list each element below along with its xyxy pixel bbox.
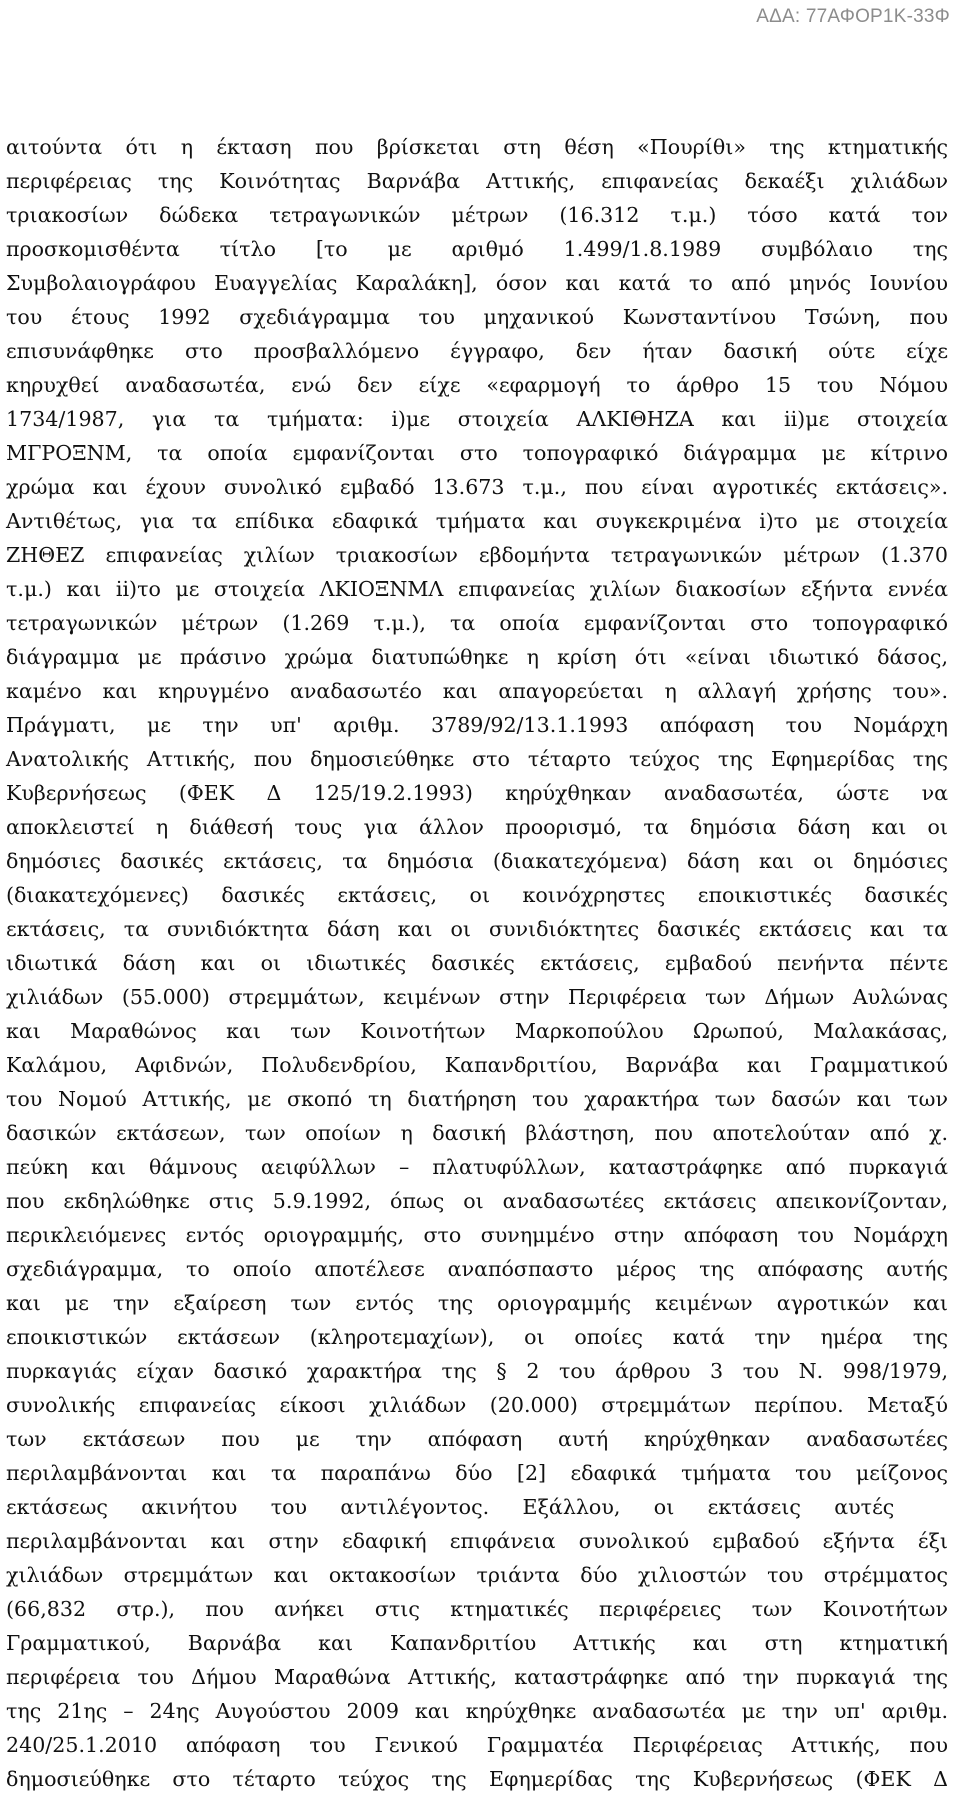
body-text-line: καμένο και κηρυγμένο αναδασωτέο και απαγορεύεται η αλλαγή χρήσης του». (6, 679, 948, 703)
body-text-line: περιφέρεια του Δήμου Μαραθώνα Αττικής, καταστράφηκε από την πυρκαγιά της (6, 1665, 948, 1689)
body-text-line: πυρκαγιάς είχαν δασικό χαρακτήρα της § 2 του άρθρου 3 του Ν. 998/1979, (6, 1359, 948, 1383)
body-text-line: σχεδιάγραμμα, το οποίο αποτέλεσε αναπόσπαστο μέρος της απόφασης αυτής (6, 1257, 948, 1281)
body-text-line: εκτάσεως ακινήτου του αντιλέγοντος. Εξάλλου, οι εκτάσεις αυτές (6, 1495, 895, 1519)
body-text-line: περικλειόμενες εντός οριογραμμής, στο συνημμένο στην απόφαση του Νομάρχη (6, 1223, 948, 1247)
body-text-line: ΜΓΡΟΞΝΜ, τα οποία εμφανίζονται στο τοπογραφικό διάγραμμα με κίτρινο (6, 441, 948, 465)
body-text-line: και με την εξαίρεση των εντός της οριογραμμής κειμένων αγροτικών και (6, 1291, 948, 1315)
body-text-line: δημόσιες δασικές εκτάσεις, τα δημόσια (διακατεχόμενα) δάση και οι δημόσιες (6, 849, 948, 873)
body-text-line: των εκτάσεων που με την απόφαση αυτή κηρύχθηκαν αναδασωτέες (6, 1427, 948, 1451)
body-text-line: συνολικής επιφανείας είκοσι χιλιάδων (20.000) στρεμμάτων περίπου. Μεταξύ (6, 1393, 948, 1417)
body-text-line: Ανατολικής Αττικής, που δημοσιεύθηκε στο τέταρτο τεύχος της Εφημερίδας της (6, 747, 948, 771)
body-text-line: Καλάμου, Αφιδνών, Πολυδενδρίου, Καπανδριτίου, Βαρνάβα και Γραμματικού (6, 1053, 948, 1077)
body-text-line: χιλιάδων (55.000) στρεμμάτων, κειμένων στην Περιφέρεια των Δήμων Αυλώνας (6, 985, 948, 1009)
body-text-line: Κυβερνήσεως (ΦΕΚ Δ 125/19.2.1993) κηρύχθηκαν αναδασωτέα, ώστε να (6, 781, 948, 805)
body-text-line: διάγραμμα με πράσινο χρώμα διατυπώθηκε η κρίση ότι «είναι ιδιωτικό δάσος, (6, 645, 948, 669)
body-text-line: τ.μ.) και ii)το με στοιχεία ΛΚΙΟΞΝΜΛ επιφανείας χιλίων διακοσίων εξήντα εννέα (6, 577, 948, 601)
body-text-line: Γραμματικού, Βαρνάβα και Καπανδριτίου Αττικής και στη κτηματική (6, 1631, 948, 1655)
body-text-line: ιδιωτικά δάση και οι ιδιωτικές δασικές εκτάσεις, εμβαδού πενήντα πέντε (6, 951, 948, 975)
body-text-line: εκτάσεις, τα συνιδιόκτητα δάση και οι συνιδιόκτητες δασικές εκτάσεις και τα (6, 917, 948, 941)
body-text-line: πεύκη και θάμνους αειφύλλων – πλατυφύλλων, καταστράφηκε από πυρκαγιά (6, 1155, 948, 1179)
body-text-line: ΖΗΘΕΖ επιφανείας χιλίων τριακοσίων εβδομήντα τετραγωνικών μέτρων (1.370 (6, 543, 948, 567)
body-text-line: κηρυχθεί αναδασωτέα, ενώ δεν είχε «εφαρμογή το άρθρο 15 του Νόμου (6, 373, 948, 397)
body-text-line: (διακατεχόμενες) δασικές εκτάσεις, οι κοινόχρηστες εποικιστικές δασικές (6, 883, 948, 907)
body-text-line: (66,832 στρ.), που ανήκει στις κτηματικές περιφέρειες των Κοινοτήτων (6, 1597, 948, 1621)
body-text-line: που εκδηλώθηκε στις 5.9.1992, όπως οι αναδασωτέες εκτάσεις απεικονίζονταν, (6, 1189, 948, 1213)
body-text-line: 240/25.1.2010 απόφαση του Γενικού Γραμματέα Περιφέρειας Αττικής, που (6, 1733, 948, 1757)
body-text-line: του έτους 1992 σχεδιάγραμμα του μηχανικού Κωνσταντίνου Τσώνη, που (6, 305, 948, 329)
body-text-line: του Νομού Αττικής, με σκοπό τη διατήρηση του χαρακτήρα των δασών και των (6, 1087, 948, 1111)
body-text-line: τριακοσίων δώδεκα τετραγωνικών μέτρων (16.312 τ.μ.) τόσο κατά τον (6, 203, 948, 227)
body-text-line: χιλιάδων στρεμμάτων και οκτακοσίων τριάντα δύο χιλιοστών του στρέμματος (6, 1563, 948, 1587)
body-text-line: περιλαμβάνονται και στην εδαφική επιφάνεια συνολικού εμβαδού εξήντα έξι (6, 1529, 948, 1553)
body-text-line: εποικιστικών εκτάσεων (κληροτεμαχίων), οι οποίες κατά την ημέρα της (6, 1325, 948, 1349)
body-text-line: χρώμα και έχουν συνολικό εμβαδό 13.673 τ.μ., που είναι αγροτικές εκτάσεις». (6, 475, 948, 499)
body-text-line: επισυνάφθηκε στο προσβαλλόμενο έγγραφο, δεν ήταν δασική ούτε είχε (6, 339, 948, 363)
body-text-line: δημοσιεύθηκε στο τέταρτο τεύχος της Εφημερίδας της Κυβερνήσεως (ΦΕΚ Δ (6, 1767, 948, 1791)
ada-code-header: ΑΔΑ: 77ΑΦΟΡ1Κ-33Φ (756, 6, 950, 27)
body-text-line: 1734/1987, για τα τμήματα: i)με στοιχεία ΑΛΚΙΘΗΖΑ και ii)με στοιχεία (6, 407, 948, 431)
body-text-line: αιτούντα ότι η έκταση που βρίσκεται στη θέση «Πουρίθι» της κτηματικής (6, 135, 948, 159)
body-text-line: και Μαραθώνος και των Κοινοτήτων Μαρκοπούλου Ωρωπού, Μαλακάσας, (6, 1019, 948, 1043)
body-text-line: αποκλειστεί η διάθεσή τους για άλλον προορισμό, τα δημόσια δάση και οι (6, 815, 948, 839)
body-text-line: της 21ης – 24ης Αυγούστου 2009 και κηρύχθηκε αναδασωτέα με την υπ' αριθμ. (6, 1699, 948, 1723)
body-text-line: δασικών εκτάσεων, των οποίων η δασική βλάστηση, που αποτελούταν από χ. (6, 1121, 948, 1145)
body-text-line: Συμβολαιογράφου Ευαγγελίας Καραλάκη], όσον και κατά το από μηνός Ιουνίου (6, 271, 948, 295)
body-text-line: τετραγωνικών μέτρων (1.269 τ.μ.), τα οποία εμφανίζονται στο τοπογραφικό (6, 611, 948, 635)
body-text-line: περιλαμβάνονται και τα παραπάνω δύο [2] εδαφικά τμήματα του μείζονος (6, 1461, 948, 1485)
body-text-line: Αντιθέτως, για τα επίδικα εδαφικά τμήματα και συγκεκριμένα i)το με στοιχεία (6, 509, 948, 533)
body-text-line: περιφέρειας της Κοινότητας Βαρνάβα Αττικής, επιφανείας δεκαέξι χιλιάδων (6, 169, 948, 193)
body-text-line: Πράγματι, με την υπ' αριθμ. 3789/92/13.1.1993 απόφαση του Νομάρχη (6, 713, 948, 737)
body-text-line: προσκομισθέντα τίτλο [το με αριθμό 1.499/1.8.1989 συμβόλαιο της (6, 237, 948, 261)
